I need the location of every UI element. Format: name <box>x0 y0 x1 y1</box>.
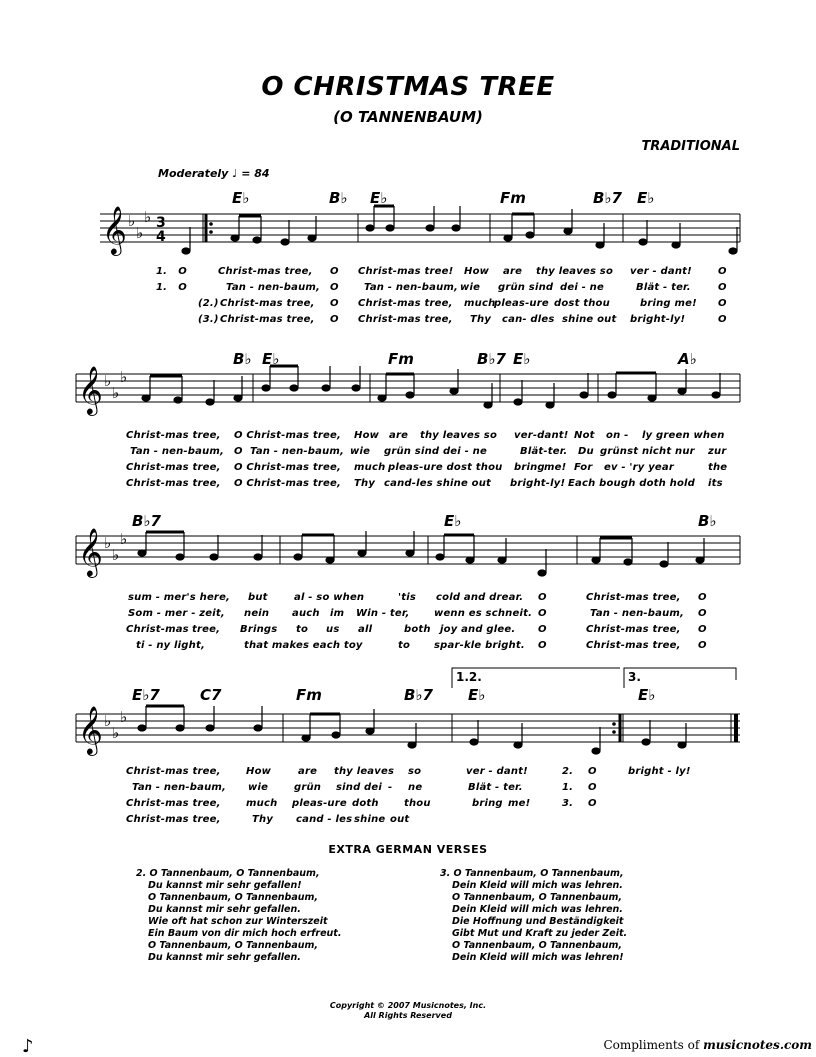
lyric-line: grün <box>294 782 322 793</box>
lyric-line: much <box>354 462 386 473</box>
chord: B♭7 <box>477 350 506 368</box>
svg-text:♭: ♭ <box>144 208 152 226</box>
lyric-line: bright-ly! <box>630 314 686 325</box>
lyric-line: O <box>718 282 727 293</box>
lyric-line: O <box>698 640 707 651</box>
lyric-line: cold and drear. <box>436 592 524 603</box>
svg-text:𝄞: 𝄞 <box>78 705 103 754</box>
lyric-line: ver - dant! <box>630 266 692 277</box>
verse-line: Wie oft hat schon zur Winterszeit <box>148 916 328 927</box>
lyric-line: Tan - nen-baum, <box>130 446 225 457</box>
chord: Fm <box>500 189 526 207</box>
verse-line: Dein Kleid will mich was lehren! <box>452 952 624 963</box>
chord: B♭ <box>233 350 252 368</box>
lyric-line: Christ-mas tree, <box>126 814 221 825</box>
svg-text:3: 3 <box>156 215 166 231</box>
verse-3 <box>440 868 627 964</box>
lyric-line: its <box>708 478 723 489</box>
lyric-line: that makes each toy <box>244 640 363 651</box>
verse-line: O Tannenbaum, O Tannenbaum, <box>452 940 623 951</box>
lyric-line: Som - mer - zeit, <box>128 608 225 619</box>
svg-text:♭: ♭ <box>104 372 112 390</box>
staff-system-2 <box>0 360 816 430</box>
tempo-marking: Moderately ♩ = 84 <box>158 167 270 180</box>
verse-line: Du kannst mir sehr gefallen. <box>148 904 301 915</box>
lyric-line: O <box>698 608 707 619</box>
lyric-line: O Christ-mas tree, <box>234 430 341 441</box>
lyric-line: - <box>388 782 393 793</box>
lyric-line: Christ-mas tree, <box>126 766 221 777</box>
compliments-link[interactable]: Compliments of musicnotes.com <box>603 1038 812 1052</box>
lyric-line: ly green when <box>642 430 725 441</box>
lyric-line: Blät - ter. <box>468 782 523 793</box>
musicnotes-logo-icon: ♪ <box>22 1036 34 1057</box>
lyric-line: wie <box>460 282 481 293</box>
lyric-line: O <box>234 446 243 457</box>
lyric-line: can- dles <box>502 314 555 325</box>
chord: Fm <box>388 350 414 368</box>
lyric-line: bring me! <box>640 298 697 309</box>
svg-text:♭: ♭ <box>120 368 128 386</box>
svg-text:♭: ♭ <box>136 224 144 242</box>
lyric-line: Christ-mas tree, <box>586 624 681 635</box>
lyric-line: O <box>538 592 547 603</box>
rights-line: All Rights Reserved <box>364 1011 452 1020</box>
lyric-line: are <box>298 766 318 777</box>
lyric-line: much <box>246 798 278 809</box>
lyric-line: Each bough doth hold <box>568 478 695 489</box>
verse-line: Ein Baum von dir mich hoch erfreut. <box>148 928 342 939</box>
copyright-notice <box>0 1001 816 1021</box>
song-subtitle: (O TANNENBAUM) <box>333 108 483 126</box>
lyric-line: are <box>389 430 409 441</box>
lyric-line: dei <box>364 782 382 793</box>
lyric-line: Christ-mas tree, <box>126 462 221 473</box>
lyric-line: wie <box>350 446 371 457</box>
chord: E♭ <box>513 350 531 368</box>
lyric-line: dei - ne <box>560 282 604 293</box>
lyric-line: O <box>588 766 597 777</box>
lyric-line: spar-kle bright. <box>434 640 525 651</box>
lyric-line: grün sind dei - ne <box>384 446 487 457</box>
lyric-line: wenn es schneit. <box>434 608 533 619</box>
svg-text:♭: ♭ <box>104 712 112 730</box>
svg-text:♭: ♭ <box>112 546 120 564</box>
lyric-line: Brings <box>240 624 278 635</box>
lyric-line: Christ-mas tree, <box>358 298 453 309</box>
lyric-line: to <box>296 624 309 635</box>
lyric-line: pleas-ure <box>494 298 549 309</box>
lyric-line: O <box>698 624 707 635</box>
chord: E♭ <box>370 189 388 207</box>
lyric-line: ver-dant! <box>514 430 569 441</box>
lyric-line: im <box>330 608 345 619</box>
lyric-line: nein <box>244 608 270 619</box>
lyric-line: the <box>708 462 728 473</box>
staff-system-4 <box>0 666 816 770</box>
lyric-line: auch <box>292 608 320 619</box>
lyric-line: O <box>588 782 597 793</box>
lyric-line: me! <box>508 798 531 809</box>
lyric-line: Thy <box>252 814 274 825</box>
chord: E♭ <box>262 350 280 368</box>
lyric-line: pleas-ure dost thou <box>388 462 503 473</box>
svg-text:♭: ♭ <box>120 530 128 548</box>
chord: B♭ <box>698 512 717 530</box>
lyric-line: bright - ly! <box>628 766 691 777</box>
lyric-line: O <box>538 640 547 651</box>
chord: E♭ <box>637 189 655 207</box>
lyric-line: on - <box>606 430 629 441</box>
svg-text:♭: ♭ <box>120 708 128 726</box>
chord: A♭ <box>678 350 697 368</box>
lyric-line: sum - mer's here, <box>128 592 231 603</box>
lyric-line: Blät - ter. <box>636 282 691 293</box>
third-ending-label: 3. <box>628 670 641 684</box>
lyric-line: ev - 'ry year <box>604 462 674 473</box>
svg-text:𝄞: 𝄞 <box>102 205 127 254</box>
lyric-line: but <box>248 592 268 603</box>
lyric-line: Christ-mas tree! <box>358 266 454 277</box>
lyric-line: Tan - nen-baum, <box>590 608 685 619</box>
lyric-line: Tan - nen-baum, <box>250 446 345 457</box>
lyric-line: Thy <box>470 314 492 325</box>
lyric-line: ne <box>408 782 423 793</box>
lyric-line: O Christ-mas tree, <box>234 462 341 473</box>
svg-text:𝄞: 𝄞 <box>78 365 103 414</box>
verse-line: O Tannenbaum, O Tannenbaum, <box>452 892 623 903</box>
chord: B♭7 <box>132 512 161 530</box>
chord: E♭ <box>232 189 250 207</box>
chord: E♭ <box>638 686 656 704</box>
lyric-line: are <box>503 266 523 277</box>
lyric-line: al - so when <box>294 592 365 603</box>
chord: C7 <box>200 686 222 704</box>
lyric-line: 'tis <box>398 592 417 603</box>
svg-text:♭: ♭ <box>104 534 112 552</box>
svg-text:♭: ♭ <box>112 724 120 742</box>
lyric-line: O <box>698 592 707 603</box>
copyright-line: Copyright © 2007 Musicnotes, Inc. <box>329 1001 487 1010</box>
verse-line: Dein Kleid will mich was lehren. <box>452 904 623 915</box>
lyric-line: Christ-mas <box>126 624 189 635</box>
lyric-line: Blät-ter. <box>520 446 568 457</box>
verse-line: O Tannenbaum, O Tannenbaum, <box>148 892 319 903</box>
lyric-line: 1. O <box>156 282 187 293</box>
lyric-line: wie <box>248 782 269 793</box>
verse-line: Du kannst mir sehr gefallen! <box>148 880 302 891</box>
verse-line: Du kannst mir sehr gefallen. <box>148 952 301 963</box>
staff-system-3 <box>0 522 816 592</box>
verse-2 <box>136 868 341 964</box>
chord: E♭7 <box>132 686 160 704</box>
lyric-line: shine out <box>562 314 617 325</box>
lyric-line: ver - dant! <box>466 766 528 777</box>
lyric-line: Tan - nen-baum, <box>226 282 321 293</box>
lyric-line: cand - les <box>296 814 353 825</box>
lyric-line: How <box>464 266 490 277</box>
lyric-line: bring <box>514 462 545 473</box>
lyric-line: Christ-mas tree, <box>126 798 221 809</box>
lyric-line: bright-ly! <box>510 478 566 489</box>
lyric-line: Win - ter, <box>356 608 410 619</box>
lyric-line: out <box>390 814 410 825</box>
lyric-line: thy leaves <box>334 766 395 777</box>
lyric-line: both <box>404 624 431 635</box>
lyric-line: doth <box>352 798 379 809</box>
lyric-line: Christ-mas tree, <box>586 592 681 603</box>
lyric-line: (2.) <box>198 298 219 309</box>
lyric-line: grünst nicht nur <box>600 446 695 457</box>
lyric-line: Christ-mas tree, <box>218 266 313 277</box>
lyric-line: Not <box>574 430 595 441</box>
lyric-line: How <box>246 766 272 777</box>
lyric-line: O <box>330 298 339 309</box>
lyric-line: 2. <box>562 766 574 777</box>
lyric-line: Christ-mas tree, <box>126 430 221 441</box>
chord: B♭ <box>329 189 348 207</box>
lyric-line: O <box>330 282 339 293</box>
lyric-line: How <box>354 430 380 441</box>
lyric-line: O <box>588 798 597 809</box>
lyric-line: zur <box>708 446 727 457</box>
staff-system-1 <box>0 200 816 270</box>
verse-line: Gibt Mut und Kraft zu jeder Zeit. <box>452 928 628 939</box>
lyric-line: so <box>408 766 422 777</box>
lyric-line: O <box>538 608 547 619</box>
first-ending-label: 1.2. <box>456 670 482 684</box>
lyric-line: joy and glee. <box>440 624 516 635</box>
lyric-line: O Christ-mas tree, <box>234 478 341 489</box>
lyric-line: Christ-mas tree, <box>126 478 221 489</box>
lyric-line: For <box>574 462 593 473</box>
lyric-line: tree, <box>192 624 221 635</box>
chord: B♭7 <box>593 189 622 207</box>
chord: E♭ <box>468 686 486 704</box>
lyric-line: O <box>330 314 339 325</box>
lyric-line: Thy <box>354 478 376 489</box>
verse-line: 3. O Tannenbaum, O Tannenbaum, <box>440 868 624 879</box>
lyric-line: pleas-ure <box>292 798 347 809</box>
composer-credit: TRADITIONAL <box>641 139 740 154</box>
lyric-line: thy leaves so <box>420 430 498 441</box>
lyric-line: Tan - nen-baum, <box>132 782 227 793</box>
lyric-line: 3. <box>562 798 574 809</box>
verse-line: O Tannenbaum, O Tannenbaum, <box>148 940 319 951</box>
lyric-line: Tan - nen-baum, <box>364 282 459 293</box>
svg-text:♭: ♭ <box>128 212 136 230</box>
lyric-line: to <box>398 640 411 651</box>
verse-line: Die Hoffnung und Beständigkeit <box>452 916 624 927</box>
chord: B♭7 <box>404 686 433 704</box>
chord: Fm <box>296 686 322 704</box>
lyric-line: 1. O <box>156 266 187 277</box>
lyric-line: us <box>326 624 340 635</box>
svg-text:♭: ♭ <box>112 384 120 402</box>
chord: E♭ <box>444 512 462 530</box>
lyric-line: thy leaves so <box>536 266 614 277</box>
lyric-line: O <box>718 266 727 277</box>
song-title: O CHRISTMAS TREE <box>261 72 555 102</box>
lyric-line: ti - ny light, <box>136 640 205 651</box>
lyric-line: O <box>718 298 727 309</box>
lyric-line: all <box>358 624 373 635</box>
svg-text:4: 4 <box>156 229 166 245</box>
lyric-line: Christ-mas tree, <box>220 298 315 309</box>
lyric-line: (3.) <box>198 314 219 325</box>
lyric-line: cand-les shine out <box>384 478 491 489</box>
lyric-line: me! <box>544 462 567 473</box>
extra-verses-title: EXTRA GERMAN VERSES <box>328 843 488 856</box>
lyric-line: sind <box>336 782 361 793</box>
lyric-line: Christ-mas tree, <box>220 314 315 325</box>
verse-line: 2. O Tannenbaum, O Tannenbaum, <box>136 868 320 879</box>
lyric-line: grün sind <box>498 282 554 293</box>
lyric-line: shine <box>354 814 386 825</box>
lyric-line: thou <box>404 798 431 809</box>
lyric-line: Du <box>578 446 594 457</box>
lyric-line: O <box>330 266 339 277</box>
lyric-line: O <box>538 624 547 635</box>
lyric-line: 1. <box>562 782 574 793</box>
lyric-line: Christ-mas tree, <box>586 640 681 651</box>
lyric-line: Christ-mas tree, <box>358 314 453 325</box>
lyric-line: dost thou <box>554 298 610 309</box>
lyric-line: much <box>464 298 496 309</box>
lyric-line: bring <box>472 798 503 809</box>
svg-text:𝄞: 𝄞 <box>78 527 103 576</box>
lyric-line: O <box>718 314 727 325</box>
verse-line: Dein Kleid will mich was lehren. <box>452 880 623 891</box>
